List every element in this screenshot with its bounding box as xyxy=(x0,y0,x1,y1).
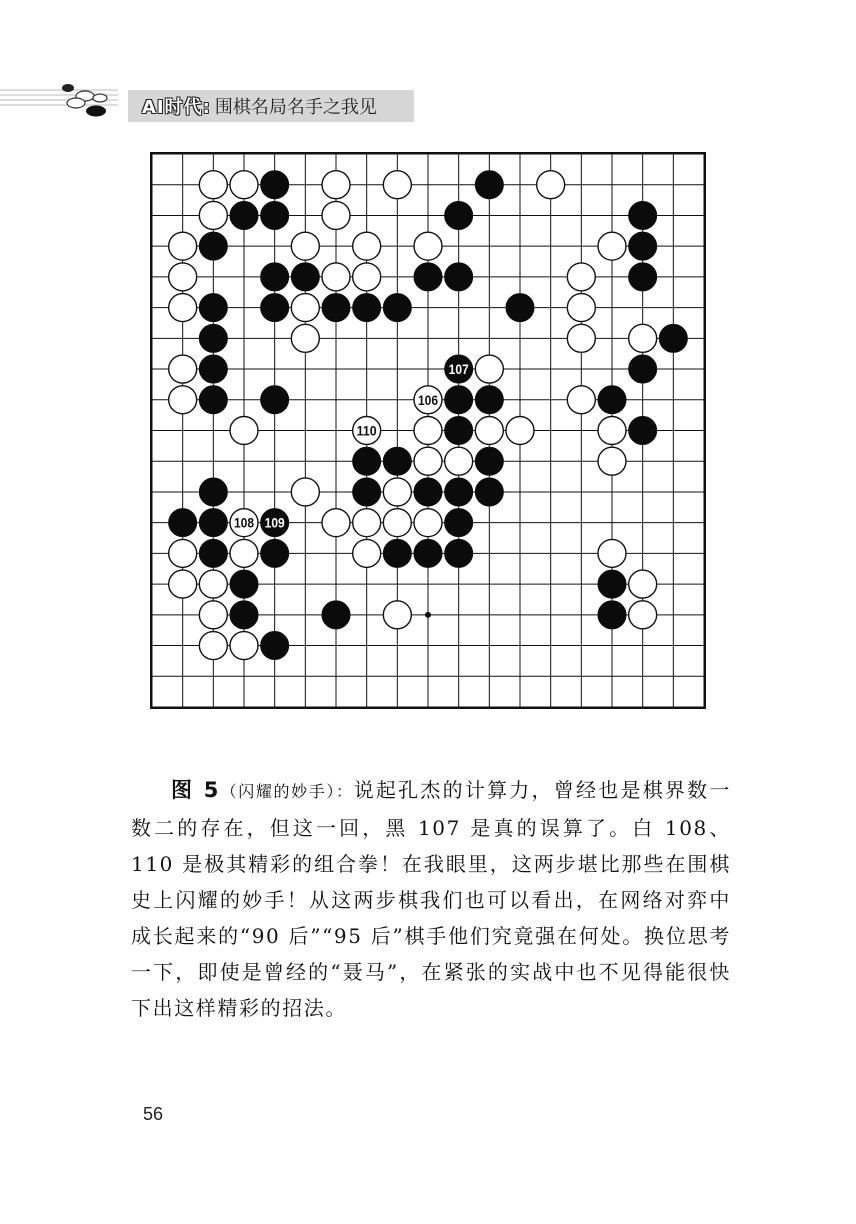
white-stone xyxy=(169,355,197,383)
go-stones-icon xyxy=(52,76,132,126)
white-stone xyxy=(169,294,197,322)
white-stone xyxy=(506,417,534,445)
black-stone xyxy=(659,324,687,352)
white-stone xyxy=(353,263,381,291)
header-title-bar xyxy=(128,90,414,122)
white-stone xyxy=(537,171,565,199)
go-board xyxy=(150,152,706,709)
black-stone xyxy=(261,201,289,229)
figure-label: 图 5 xyxy=(171,778,220,802)
black-stone xyxy=(291,263,319,291)
white-stone xyxy=(567,294,595,322)
black-stone xyxy=(445,509,473,537)
white-stone xyxy=(598,417,626,445)
white-stone xyxy=(414,417,442,445)
black-stone xyxy=(598,570,626,598)
white-stone xyxy=(383,171,411,199)
white-stone xyxy=(230,632,258,660)
move-number-label: 110 xyxy=(356,422,377,439)
black-stone xyxy=(199,539,227,567)
white-stone xyxy=(567,263,595,291)
white-stone xyxy=(598,232,626,260)
white-stone xyxy=(629,570,657,598)
black-stone xyxy=(445,478,473,506)
white-stone xyxy=(353,232,381,260)
caption-body: 说起孔杰的计算力，曾经也是棋界数一数二的存在，但这一回，黑 107 是真的误算了。白 108、110 是极其精彩的组合拳！在我眼里，这两步堪比那些在围棋史上闪耀的妙手！从这两步棋我们也可以看出，在网络对弈中成长起来的“90 后”“95 后”棋手他们究竟强在何处。换位思考一下，即使是曾经的“聂马”，在紧张的实战中也不见得能很快下出这样精彩的招法。 xyxy=(131,778,731,1020)
white-stone xyxy=(199,601,227,629)
white-stone xyxy=(169,570,197,598)
black-stone xyxy=(230,570,258,598)
black-stone xyxy=(261,386,289,414)
black-stone xyxy=(629,201,657,229)
white-stone xyxy=(291,232,319,260)
black-stone xyxy=(383,294,411,322)
white-stone xyxy=(322,263,350,291)
white-stone xyxy=(383,509,411,537)
black-stone xyxy=(353,447,381,475)
black-stone xyxy=(353,294,381,322)
black-stone xyxy=(199,386,227,414)
black-stone xyxy=(445,539,473,567)
black-stone xyxy=(199,324,227,352)
black-stone xyxy=(169,509,197,537)
white-stone xyxy=(230,539,258,567)
white-stone xyxy=(322,201,350,229)
white-stone xyxy=(199,171,227,199)
black-stone xyxy=(629,417,657,445)
white-stone xyxy=(414,447,442,475)
black-stone xyxy=(199,232,227,260)
running-header xyxy=(0,76,420,126)
white-stone xyxy=(291,324,319,352)
white-stone xyxy=(598,539,626,567)
white-stone xyxy=(199,632,227,660)
white-stone xyxy=(383,478,411,506)
black-stone xyxy=(598,386,626,414)
white-stone xyxy=(567,324,595,352)
white-stone xyxy=(169,232,197,260)
black-stone xyxy=(199,509,227,537)
black-stone xyxy=(445,417,473,445)
black-stone xyxy=(445,263,473,291)
white-stone xyxy=(169,386,197,414)
black-stone xyxy=(475,386,503,414)
white-stone xyxy=(230,171,258,199)
star-point xyxy=(425,612,431,618)
black-stone xyxy=(383,539,411,567)
white-stone xyxy=(322,171,350,199)
white-stone xyxy=(169,539,197,567)
white-stone xyxy=(414,232,442,260)
black-stone xyxy=(629,263,657,291)
black-stone xyxy=(261,632,289,660)
white-stone xyxy=(291,478,319,506)
white-stone xyxy=(291,294,319,322)
white-stone xyxy=(567,386,595,414)
black-stone xyxy=(629,232,657,260)
move-number-label: 107 xyxy=(448,361,469,378)
black-stone xyxy=(414,539,442,567)
move-number-label: 108 xyxy=(234,514,255,531)
series-title: AI时代: xyxy=(142,97,211,118)
black-stone xyxy=(445,201,473,229)
page-number: 56 xyxy=(143,1104,164,1124)
black-stone xyxy=(199,478,227,506)
white-stone xyxy=(199,570,227,598)
white-stone xyxy=(629,324,657,352)
white-stone xyxy=(445,447,473,475)
figure-subtitle: （闪耀的妙手）： xyxy=(220,782,354,801)
black-stone xyxy=(414,263,442,291)
black-stone xyxy=(261,294,289,322)
white-stone xyxy=(353,539,381,567)
white-stone xyxy=(169,263,197,291)
black-stone xyxy=(353,478,381,506)
black-stone xyxy=(199,294,227,322)
black-stone xyxy=(506,294,534,322)
white-stone xyxy=(353,509,381,537)
black-stone xyxy=(414,478,442,506)
white-stone xyxy=(475,355,503,383)
black-stone xyxy=(475,447,503,475)
black-stone xyxy=(199,355,227,383)
black-stone xyxy=(261,171,289,199)
black-stone xyxy=(445,386,473,414)
black-stone xyxy=(383,447,411,475)
book-title: 围棋名局名手之我见 xyxy=(214,97,377,118)
white-stone xyxy=(414,509,442,537)
black-stone xyxy=(475,171,503,199)
move-number-label: 106 xyxy=(418,391,439,408)
black-stone xyxy=(261,263,289,291)
white-stone xyxy=(322,509,350,537)
black-stone xyxy=(598,601,626,629)
black-stone xyxy=(322,294,350,322)
black-stone xyxy=(322,601,350,629)
white-stone xyxy=(475,417,503,445)
figure-caption xyxy=(131,772,731,1026)
white-stone xyxy=(230,417,258,445)
black-stone xyxy=(475,478,503,506)
black-stone xyxy=(230,201,258,229)
white-stone xyxy=(383,601,411,629)
move-number-label: 109 xyxy=(264,514,285,531)
black-stone xyxy=(261,539,289,567)
white-stone xyxy=(629,601,657,629)
black-stone xyxy=(230,601,258,629)
white-stone xyxy=(598,447,626,475)
black-stone xyxy=(629,355,657,383)
white-stone xyxy=(199,201,227,229)
